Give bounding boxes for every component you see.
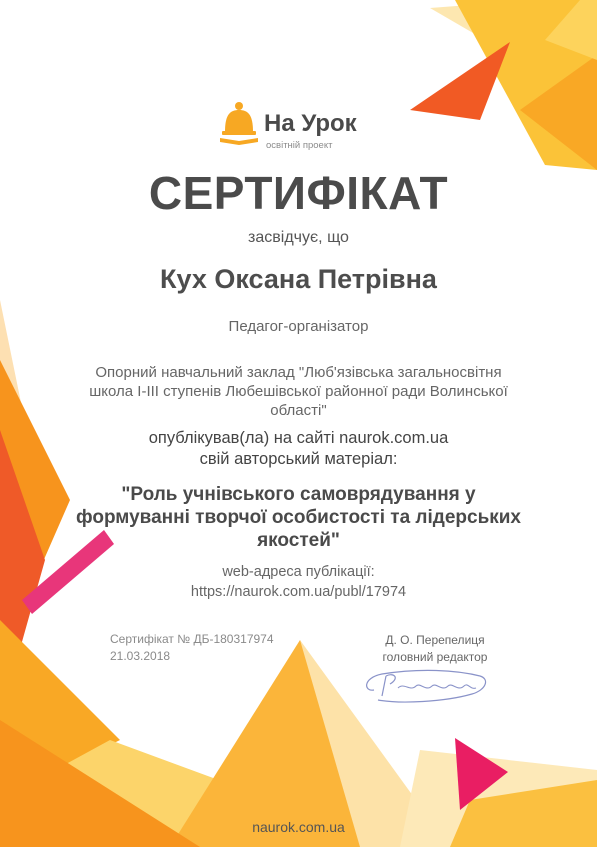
deco-triangle: [410, 42, 510, 120]
editor-signature: [360, 664, 495, 706]
published-statement: [0, 428, 597, 470]
publication-url-link[interactable]: https://naurok.com.ua/publ/17974: [190, 584, 407, 600]
editor-role: головний редактор: [382, 650, 488, 664]
publication-url-label: web-адреса публікації:: [222, 564, 375, 580]
bell-book-icon: [218, 100, 260, 150]
certificate-date: 21.03.2018: [110, 649, 171, 663]
certificate-heading: СЕРТИФІКАТ: [148, 167, 449, 219]
material-title-line: формуванні творчої особистості та лідерських: [75, 507, 522, 528]
attests-text: засвідчує, що: [248, 229, 349, 246]
logo[interactable]: [218, 100, 378, 160]
footer-site[interactable]: naurok.com.ua: [252, 819, 345, 835]
logo-subtitle: освітній проект: [266, 140, 333, 151]
logo-title: На Урок: [264, 110, 357, 137]
recipient-name: Кух Оксана Петрівна: [160, 264, 437, 294]
editor-name: Д. О. Перепелиця: [385, 633, 485, 647]
material-title: [40, 483, 557, 552]
certificate-number: Сертифікат № ДБ-180317974: [110, 632, 274, 646]
published-line: свій авторський матеріал:: [199, 450, 398, 468]
institution-line: школа І-ІІІ ступенів Любешівської районної ради Волинської: [89, 383, 508, 400]
material-title-line: "Роль учнівського самоврядування у: [121, 484, 476, 505]
recipient-institution: [55, 363, 542, 420]
published-line: опублікував(ла) на сайті naurok.com.ua: [148, 429, 449, 447]
institution-line: області": [270, 402, 327, 419]
material-title-line: якостей": [257, 530, 340, 551]
institution-line: Опорний навчальний заклад "Люб'язівська загальносвітня: [95, 364, 502, 381]
recipient-position: Педагог-організатор: [228, 318, 369, 335]
